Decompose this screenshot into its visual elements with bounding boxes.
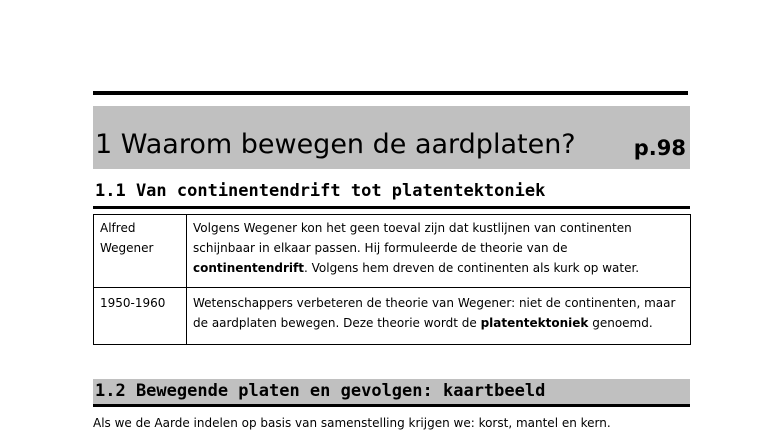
info-table: [93, 214, 691, 345]
table-cell-label: 1950-1960: [94, 288, 187, 345]
section-title-1-1: 1.1 Van continentendrift tot platentektoniek: [95, 181, 546, 201]
table-row: [94, 288, 691, 345]
chapter-heading: [93, 106, 690, 169]
keyword: platentektoniek: [480, 316, 589, 330]
chapter-title: 1 Waarom bewegen de aardplaten?: [95, 129, 576, 160]
table-cell-label: [94, 215, 187, 288]
label-line: Alfred: [100, 221, 136, 235]
section-heading-1-1: [93, 179, 690, 209]
cell-text: Volgens Wegener kon het geen toeval zijn dat kustlijnen van continenten schijnbaar in elkaar passen. Hij formuleerde de theorie van de: [193, 221, 632, 255]
cell-text: Wetenschappers verbeteren de theorie van Wegener: niet de continenten, maar de aardplaten bewegen. Deze theorie wordt de: [193, 296, 676, 330]
body-paragraph: Als we de Aarde indelen op basis van samenstelling krijgen we: korst, mantel en kern.: [93, 416, 611, 430]
table-cell-text: [187, 288, 691, 345]
keyword: continentendrift: [193, 261, 304, 275]
cell-text: genoemd.: [588, 316, 653, 330]
cell-text: . Volgens hem dreven de continenten als kurk op water.: [303, 261, 640, 275]
page-reference: p.98: [633, 136, 686, 160]
section-title-1-2: 1.2 Bewegende platen en gevolgen: kaartbeeld: [95, 381, 546, 401]
table-row: [94, 215, 691, 288]
table-cell-text: [187, 215, 691, 288]
section-heading-1-2: [93, 379, 690, 407]
label-line: Wegener: [100, 241, 154, 255]
top-divider: [93, 91, 688, 95]
